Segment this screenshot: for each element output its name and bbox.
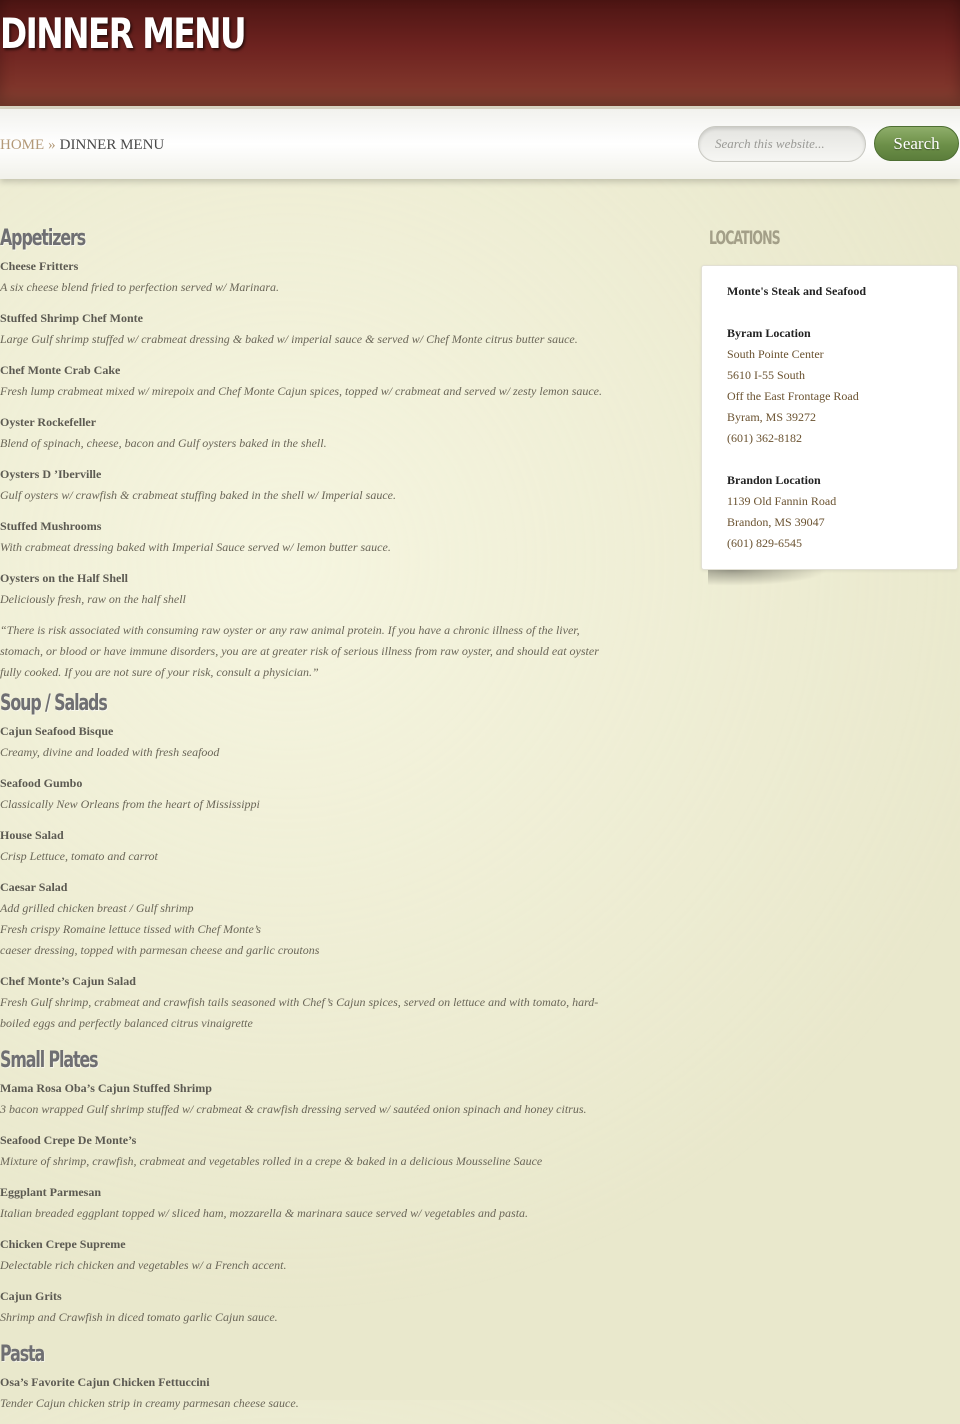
page-header-banner: [0, 0, 960, 106]
menu-item: [0, 1286, 620, 1328]
menu-item-description: Classically New Orleans from the heart of Mississippi: [0, 797, 260, 811]
menu-item-description: A six cheese blend fried to perfection served w/ Marinara.: [0, 280, 280, 294]
menu-item-name: Stuffed Shrimp Chef Monte: [0, 311, 143, 325]
menu-item-name: Chef Monte Crab Cake: [0, 363, 121, 377]
menu-item-name: Seafood Crepe De Monte’s: [0, 1133, 137, 1147]
menu-item-description: Italian breaded eggplant topped w/ sliced ham, mozzarella & marinara sauce served w/ vegetables and pasta.: [0, 1206, 529, 1220]
location-name: Byram Location: [727, 326, 811, 340]
menu-item-name: Eggplant Parmesan: [0, 1185, 102, 1199]
location-name: Brandon Location: [727, 473, 821, 487]
menu-item-name: Caesar Salad: [0, 880, 68, 894]
menu-item-name: Cheese Fritters: [0, 259, 79, 273]
menu-item-description: With crabmeat dressing baked with Imperial Sauce served w/ lemon butter sauce.: [0, 540, 391, 554]
section-title-pasta: Pasta: [0, 1342, 45, 1367]
menu-item-description: 3 bacon wrapped Gulf shrimp stuffed w/ crabmeat & crawfish dressing served w/ sautéed onion spinach and honey citrus.: [0, 1102, 587, 1116]
breadcrumb-current: DINNER MENU: [59, 137, 165, 153]
menu-item-description: Mixture of shrimp, crawfish, crabmeat and vegetables rolled in a crepe & baked in a delicious Mousseline Sauce: [0, 1154, 543, 1168]
menu-content: [0, 222, 620, 1424]
menu-item-name: Osa’s Favorite Cajun Chicken Fettuccini: [0, 1375, 210, 1389]
menu-item: [0, 516, 620, 558]
menu-item-name: Seafood Gumbo: [0, 776, 83, 790]
menu-item-name: Chef Monte’s Cajun Salad: [0, 974, 136, 988]
section-title-soup-salads: Soup / Salads: [0, 691, 107, 716]
menu-item-description: caeser dressing, topped with parmesan cheese and garlic croutons: [0, 943, 320, 957]
menu-item: [0, 308, 620, 350]
location-spacer: [727, 449, 957, 470]
menu-item-name: Cajun Seafood Bisque: [0, 724, 114, 738]
breadcrumb-separator: »: [48, 137, 56, 153]
page-title: DINNER MENU: [0, 9, 246, 58]
menu-item-description: Creamy, divine and loaded with fresh seafood: [0, 745, 220, 759]
menu-item-name: Chicken Crepe Supreme: [0, 1237, 126, 1251]
card-shadow: [708, 570, 828, 586]
locations-card: [701, 265, 958, 570]
menu-item: [0, 825, 620, 867]
menu-item-description: Deliciously fresh, raw on the half shell: [0, 592, 186, 606]
menu-item-description: Large Gulf shrimp stuffed w/ crabmeat dressing & baked w/ imperial sauce & served w/ Chef Monte citrus butter sauce.: [0, 332, 578, 346]
menu-item-description: Shrimp and Crawfish in diced tomato garlic Cajun sauce.: [0, 1310, 278, 1324]
menu-item: [0, 568, 620, 610]
location-detail: South Pointe Center: [727, 347, 824, 361]
location-spacer: [727, 302, 957, 323]
location-detail: Off the East Frontage Road: [727, 389, 859, 403]
menu-item: [0, 1372, 620, 1414]
location-detail: (601) 362-8182: [727, 431, 802, 445]
location-detail: Brandon, MS 39047: [727, 515, 825, 529]
menu-item-description: Fresh lump crabmeat mixed w/ mirepoix and Chef Monte Cajun spices, topped w/ crabmeat and served w/ zesty lemon sauce.: [0, 384, 603, 398]
menu-item-description: Add grilled chicken breast / Gulf shrimp: [0, 901, 194, 915]
section-title-appetizers: Appetizers: [0, 226, 86, 251]
section-title-small-plates: Small Plates: [0, 1048, 98, 1073]
search-input[interactable]: [698, 126, 866, 162]
menu-item: [0, 412, 620, 454]
menu-item: [0, 971, 620, 1034]
menu-item-description: Gulf oysters w/ crawfish & crabmeat stuffing baked in the shell w/ Imperial sauce.: [0, 488, 396, 502]
menu-item: [0, 773, 620, 815]
menu-item-name: House Salad: [0, 828, 64, 842]
breadcrumb: [0, 137, 164, 154]
menu-item: [0, 721, 620, 763]
menu-item: [0, 877, 620, 961]
menu-item: [0, 1078, 620, 1120]
breadcrumb-home-link[interactable]: HOME: [0, 137, 45, 153]
location-detail: 1139 Old Fannin Road: [727, 494, 837, 508]
sidebar-title: LOCATIONS: [709, 227, 780, 249]
location-detail: Byram, MS 39272: [727, 410, 817, 424]
menu-item: [0, 1182, 620, 1224]
menu-item-name: Oysters D ’Iberville: [0, 467, 102, 481]
restaurant-name: Monte's Steak and Seafood: [727, 284, 867, 298]
menu-item-description: Blend of spinach, cheese, bacon and Gulf oysters baked in the shell.: [0, 436, 327, 450]
search-button[interactable]: Search: [874, 126, 959, 161]
menu-item: [0, 464, 620, 506]
menu-item-name: Mama Rosa Oba’s Cajun Stuffed Shrimp: [0, 1081, 212, 1095]
menu-item-name: Stuffed Mushrooms: [0, 519, 102, 533]
menu-item: [0, 360, 620, 402]
raw-oyster-disclaimer: “There is risk associated with consuming raw oyster or any raw animal protein. If you have a chronic illness of the liver, stomach, or blood or have immune disorders, you are at greater risk of serious illness from raw oyster, and should eat oyster fully cooked. If you are not sure of your risk, consult a physician.”: [0, 623, 599, 679]
menu-item-description: Fresh Gulf shrimp, crabmeat and crawfish tails seasoned with Chef’s Cajun spices, served on lettuce and with tomato, hard-boiled eggs and perfectly balanced citrus vinaigrette: [0, 995, 599, 1030]
menu-item-description: Fresh crispy Romaine lettuce tissed with Chef Monte’s: [0, 922, 261, 936]
location-detail: 5610 I-55 South: [727, 368, 805, 382]
menu-item-name: Oyster Rockefeller: [0, 415, 97, 429]
menu-item: [0, 1130, 620, 1172]
menu-item-description: Delectable rich chicken and vegetables w/ a French accent.: [0, 1258, 287, 1272]
menu-item-description: Crisp Lettuce, tomato and carrot: [0, 849, 158, 863]
menu-item: [0, 256, 620, 298]
menu-item: [0, 1234, 620, 1276]
menu-item-name: Oysters on the Half Shell: [0, 571, 128, 585]
location-detail: (601) 829-6545: [727, 536, 802, 550]
breadcrumb-bar: [0, 109, 960, 179]
menu-item-description: Tender Cajun chicken strip in creamy parmesan cheese sauce.: [0, 1396, 299, 1410]
menu-item-name: Cajun Grits: [0, 1289, 62, 1303]
